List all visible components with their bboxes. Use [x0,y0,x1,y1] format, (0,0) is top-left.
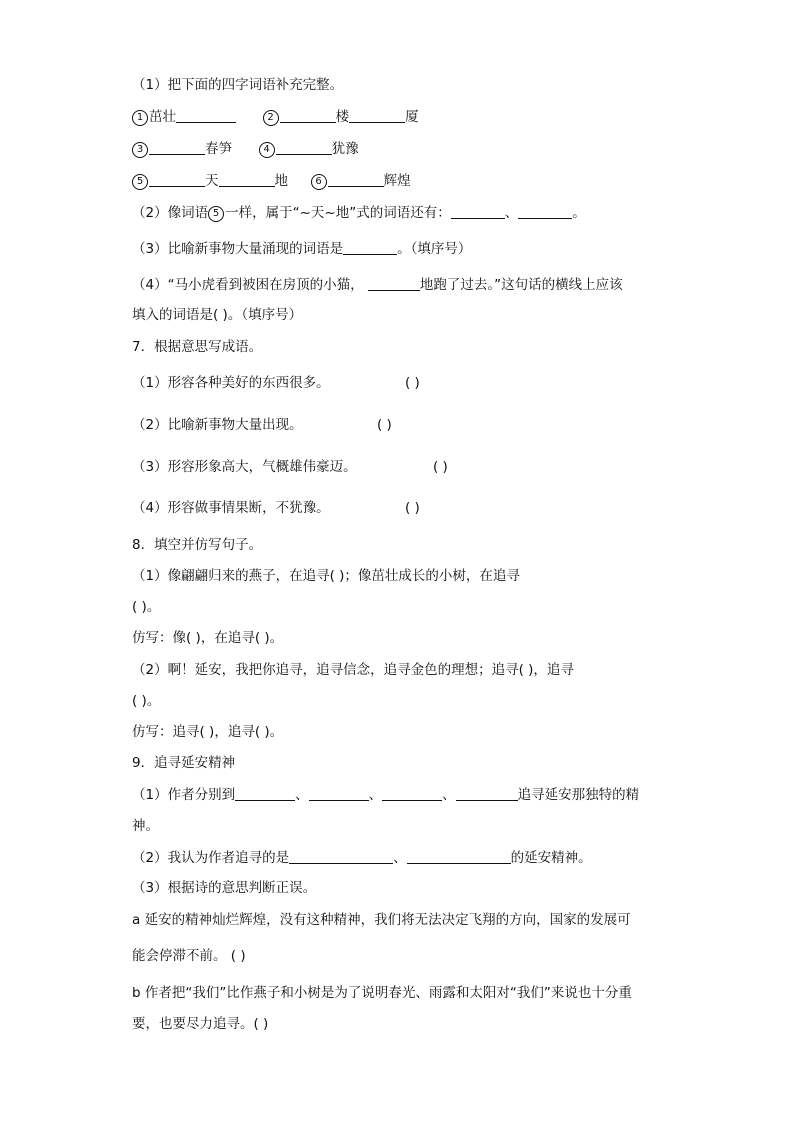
q7-answer-1[interactable]: ( ) [405,375,420,391]
q7-item-3: （3）形容形象高大，气概雄伟豪迈。 [132,459,357,475]
q9-part2: （2）我认为作者追寻的是 、 的延安精神。 [132,850,592,866]
q6-part3: （3）比喻新事物大量涌现的词语是 。（填序号） [132,241,472,257]
answer-blank[interactable] [407,850,511,864]
q8-line-2: ( )。 [132,599,161,615]
answer-blank[interactable] [149,173,205,187]
q6-row-1-2: 1 茁壮 2 楼 厦 [132,109,419,126]
answer-blank[interactable] [309,787,369,801]
answer-blank[interactable] [235,787,295,801]
q7-title: 7．根据意思写成语。 [132,339,263,355]
q8-title: 8．填空并仿写句子。 [132,537,263,553]
circled-number: 2 [263,110,279,126]
q9-part3: （3）根据诗的意思判断正误。 [132,880,317,896]
circled-number: 6 [311,174,327,190]
answer-blank[interactable] [451,205,505,219]
circled-number: 5 [132,174,148,190]
circled-number: 4 [259,142,275,158]
answer-blank[interactable] [276,141,332,155]
answer-blank[interactable] [349,109,405,123]
q6-part4-line2: 填入的词语是( )。（填序号） [132,307,303,323]
q8-line-6: 仿写：追寻( )，追寻( )。 [132,724,284,740]
q7-answer-3[interactable]: ( ) [433,459,448,475]
q6-part2: （2）像词语 5 一样，属于“~天~地”式的词语还有： 、 。 [132,205,586,221]
q7-item-1: （1）形容各种美好的东西很多。 [132,375,330,391]
answer-blank[interactable] [289,850,393,864]
answer-blank[interactable] [149,141,205,155]
q9-statement-a-line2: 能会停滞不前。 ( ) [132,948,246,964]
q6-row-5-6: 5 天 地 6 辉煌 [132,173,411,190]
q8-line-1: （1）像翩翩归来的燕子，在追寻( )；像茁壮成长的小树，在追寻 [132,568,520,584]
answer-blank[interactable] [328,173,384,187]
q9-title: 9．追寻延安精神 [132,755,236,771]
answer-blank[interactable] [280,109,336,123]
answer-blank[interactable] [518,205,572,219]
q6-part4-line1: （4）“马小虎看到被困在房顶的小猫， 地跑了过去。”这句话的横线上应该 [132,277,623,293]
q8-line-3: 仿写：像( )，在追寻( )。 [132,630,284,646]
q9-statement-a-line1: a 延安的精神灿烂辉煌，没有这种精神，我们将无法决定飞翔的方向，国家的发展可 [132,912,631,928]
answer-blank[interactable] [343,241,397,255]
q9-statement-b-line1: b 作者把“我们”比作燕子和小树是为了说明春光、雨露和太阳对“我们”来说也十分重 [132,985,632,1001]
q7-item-4: （4）形容做事情果断，不犹豫。 [132,500,330,516]
q9-statement-b-line2: 要，也要尽力追寻。( ) [132,1016,269,1032]
q7-item-2: （2）比喻新事物大量出现。 [132,417,303,433]
q6-row-3-4: 3 春笋 4 犹豫 [132,141,359,158]
q7-answer-4[interactable]: ( ) [405,500,420,516]
q8-line-5: ( )。 [132,693,161,709]
q7-answer-2[interactable]: ( ) [377,417,392,433]
circled-number: 1 [132,110,148,126]
q9-part1-line1: （1）作者分别到 、 、 、 追寻延安那独特的精 [132,787,640,803]
answer-blank[interactable] [176,109,236,123]
circled-number: 5 [208,206,224,222]
q9-part1-line2: 神。 [132,818,159,834]
q6-part1-instruction: （1）把下面的四字词语补充完整。 [132,77,344,93]
answer-blank[interactable] [368,277,420,291]
q8-line-4: （2）啊！延安，我把你追寻，追寻信念，追寻金色的理想；追寻( )，追寻 [132,662,574,678]
answer-blank[interactable] [456,787,518,801]
answer-blank[interactable] [382,787,442,801]
circled-number: 3 [132,142,148,158]
answer-blank[interactable] [219,173,275,187]
